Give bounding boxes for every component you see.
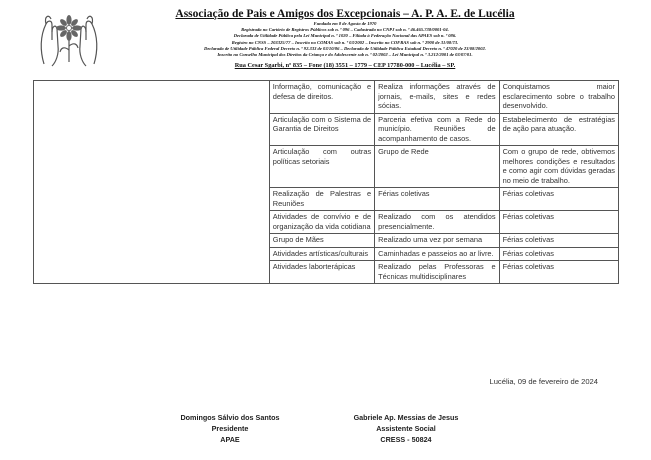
table-row — [34, 81, 619, 114]
action-cell: Realiza informações através de jornais, e-mails, sites e redes sócias. — [375, 81, 499, 114]
registration-details — [110, 21, 580, 58]
result-cell: Conquistamos maior esclarecimento sobre o trabalho desenvolvido. — [499, 81, 618, 114]
activity-cell: Atividades artísticas/culturais — [269, 247, 374, 261]
result-cell: Com o grupo de rede, obtivemos melhores condições e resultados e como agir com dúvidas geradas no meio de trabalho. — [499, 146, 618, 188]
activity-cell: Grupo de Mães — [269, 234, 374, 248]
activity-cell: Informação, comunicação e defesa de direitos. — [269, 81, 374, 114]
signer-role: Assistente Social — [376, 423, 436, 433]
result-cell: Férias coletivas — [499, 247, 618, 261]
activity-cell: Articulação com o Sistema de Garantia de Direitos — [269, 113, 374, 146]
empty-column-cell — [34, 81, 270, 284]
signer-organization: CRESS - 50824 — [380, 434, 432, 444]
action-cell: Grupo de Rede — [375, 146, 499, 188]
signer-name: Gabriele Ap. Messias de Jesus — [353, 413, 459, 422]
header-line: Fundada em 8 de Agosto de 1970 — [313, 21, 377, 26]
date-line: Lucélia, 09 de fevereiro de 2024 — [489, 377, 598, 386]
activity-cell: Articulação com outras políticas setoriais — [269, 146, 374, 188]
activity-cell: Atividades laborterápicas — [269, 261, 374, 284]
action-cell: Férias coletivas — [375, 188, 499, 211]
result-cell: Férias coletivas — [499, 211, 618, 234]
action-cell: Realizado pelas Professoras e Técnicas multidisciplinares — [375, 261, 499, 284]
action-cell: Realizado com os atendidos presencialmente. — [375, 211, 499, 234]
activities-table — [33, 80, 619, 284]
organization-title: Associação de Pais e Amigos dos Excepcionais – A. P. A. E. de Lucélia — [175, 8, 515, 20]
apae-hands-flower-logo — [34, 6, 104, 68]
result-cell: Férias coletivas — [499, 188, 618, 211]
signer-role: Presidente — [211, 423, 249, 433]
header-line: Declarada de Utilidade Pública pela Lei Municipal n. º 1020 – Filiada à Federação Nacional das APAES sob n. º 086. — [233, 33, 457, 39]
result-cell: Férias coletivas — [499, 234, 618, 248]
header-line: Registrada no Cartório de Registros Públicos sob n. º 096 – Cadastrada no CNPJ sob n. º 46.465.738/0001-04. — [241, 27, 449, 33]
result-cell: Férias coletivas — [499, 261, 618, 284]
header-line: Declarada de Utilidade Pública Federal Decreto n. º 92.333 de 03/10/86 – Declarada de Utilidade Pública Estadual Decreto n. º 47020 de 23/08/2002. — [204, 45, 486, 51]
signer-organization: APAE — [220, 434, 240, 444]
signer-name: Domingos Sálvio dos Santos — [180, 413, 280, 422]
organization-address: Rua Cesar Sgarbi, nº 835 – Fone (18) 3551 – 1779 – CEP 17780-000 – Lucélia – SP. — [234, 62, 456, 69]
result-cell: Estabelecimento de estratégias de ação para atuação. — [499, 113, 618, 146]
signature-block-president — [150, 413, 310, 445]
header-line: Registro no CNSS – 203325/77 – Inscrito no COMAS sob n. º 03/2002 – Inscrito no COFRAS sob n. º 2900 de 31/08/73. — [231, 39, 459, 45]
action-cell: Realizado uma vez por semana — [375, 234, 499, 248]
activity-cell: Atividades de convívio e de organização da vida cotidiana — [269, 211, 374, 234]
letterhead — [0, 0, 651, 72]
header-line: Inscrito no Conselho Municipal dos Direitos da Criança e do Adolescente sob n. º 02/2002 – Lei Municipal n. º 3.212/2001 de 03/07/01. — [217, 52, 473, 58]
signature-block-social-worker — [326, 413, 486, 445]
action-cell: Caminhadas e passeios ao ar livre. — [375, 247, 499, 261]
activity-cell: Realização de Palestras e Reuniões — [269, 188, 374, 211]
action-cell: Parceria efetiva com a Rede do município. Reuniões de acompanhamento de casos. — [375, 113, 499, 146]
